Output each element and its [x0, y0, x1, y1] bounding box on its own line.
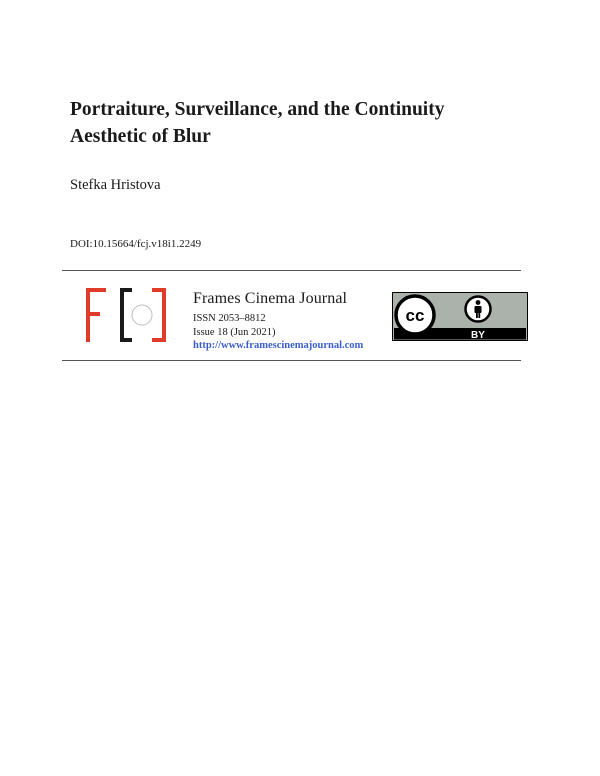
- license-label: BY: [471, 330, 485, 341]
- journal-issue: Issue 18 (Jun 2021): [193, 326, 276, 338]
- journal-info: [193, 290, 363, 353]
- author-name: Stefka Hristova: [70, 177, 161, 193]
- journal-name: Frames Cinema Journal: [193, 290, 348, 307]
- journal-url-link[interactable]: http://www.framescinemajournal.com: [193, 340, 364, 351]
- top-divider: [62, 270, 521, 271]
- article-title-line-1: Portraiture, Surveillance, and the Continuity: [70, 99, 445, 120]
- svg-text:cc: cc: [405, 306, 425, 325]
- cc-by-icon: [392, 292, 528, 341]
- bottom-divider: [62, 360, 521, 361]
- article-title: [70, 96, 530, 150]
- article-title-line-2: Aesthetic of Blur: [70, 126, 211, 147]
- doi: DOI:10.15664/fcj.v18i1.2249: [70, 238, 202, 250]
- journal-issn: ISSN 2053–8812: [193, 313, 266, 324]
- fcj-logo: [84, 286, 170, 344]
